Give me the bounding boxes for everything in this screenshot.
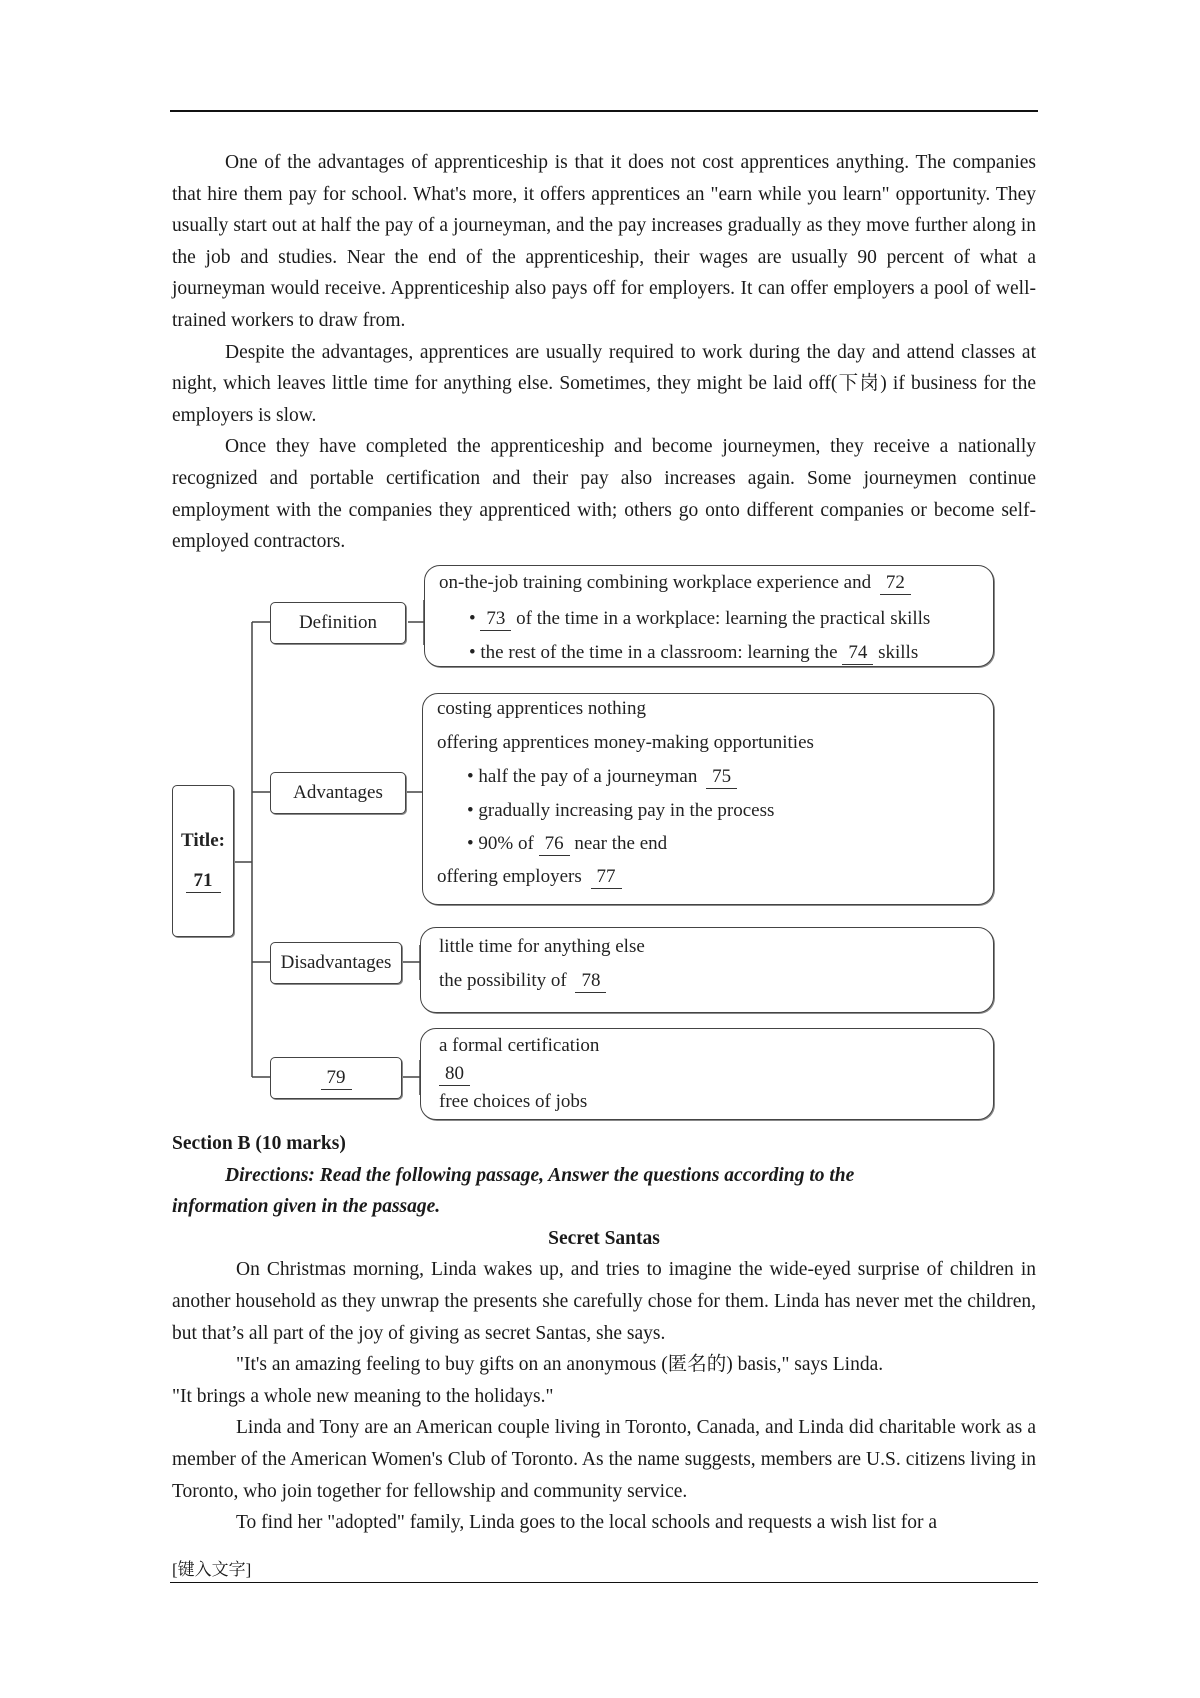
blank-77: 77 <box>591 866 622 889</box>
story-paragraph-3: "It brings a whole new meaning to the holidays." <box>172 1385 554 1407</box>
definition-line-3-tail: skills <box>878 642 919 663</box>
disadvantages-box <box>420 927 994 1013</box>
blank-79-node <box>270 1057 402 1099</box>
section-title: Section B (10 marks) <box>172 1133 346 1154</box>
definition-box <box>424 565 994 667</box>
title-blank-71: 71 <box>186 870 221 893</box>
mind-map-diagram <box>170 555 1000 1125</box>
footer-rule <box>170 1582 1038 1583</box>
story-paragraph-2: "It's an amazing feeling to buy gifts on an anonymous (匿名的) basis," says Linda. <box>236 1354 884 1376</box>
definition-line-3-text: • the rest of the time in a classroom: learning the <box>469 642 838 663</box>
definition-line-2-text: of the time in a workplace: learning the practical skills <box>516 608 931 629</box>
bullet: • <box>469 608 476 629</box>
footer-text: [键入文字] <box>172 1560 252 1579</box>
blank-78: 78 <box>575 970 606 993</box>
advantages-line-1: costing apprentices nothing <box>437 698 646 719</box>
disadvantages-node <box>270 942 402 984</box>
completion-line-3: free choices of jobs <box>439 1091 588 1112</box>
blank-80: 80 <box>439 1063 470 1086</box>
blank-73: 73 <box>480 608 511 631</box>
disadvantages-line-2-text: the possibility of <box>439 970 567 991</box>
paragraph-completion: Once they have completed the apprenticeship and become journeymen, they receive a nationally recognized and portable certification and their pay also increases again. Some journeymen continue employment with the companies they apprenticed with; others go onto different companies or become self-employed contractors. <box>172 436 1036 553</box>
completion-line-1: a formal certification <box>439 1035 600 1056</box>
blank-79: 79 <box>321 1067 352 1090</box>
definition-line-3 <box>469 642 918 665</box>
story-paragraph-5: To find her "adopted" family, Linda goes to the local schools and requests a wish list for a <box>236 1512 938 1534</box>
title-label: Title: <box>181 829 225 851</box>
disadvantages-line-2 <box>439 970 606 993</box>
advantages-line-5 <box>467 833 667 856</box>
advantages-line-3 <box>467 766 737 789</box>
advantages-node <box>270 772 406 814</box>
advantages-label: Advantages <box>293 782 383 803</box>
section-b <box>172 1128 1036 1539</box>
advantages-line-2: offering apprentices money-making opportunities <box>437 732 814 753</box>
title-node <box>172 785 234 937</box>
advantages-box <box>422 693 994 905</box>
blank-76: 76 <box>539 833 570 856</box>
advantages-line-6-text: offering employers <box>437 866 582 887</box>
blank-74: 74 <box>842 642 873 665</box>
completion-line-2 <box>439 1063 470 1086</box>
blank-75: 75 <box>706 766 737 789</box>
paragraph-advantages: One of the advantages of apprenticeship is that it does not cost apprentices anything. The companies that hire them pay for school. What's more, it offers apprentices an "earn while you learn" opportunity. They usually start out at half the pay of a journeyman, and the pay increases gradually as they move further along in the job and studies. Near the end of the apprenticeship, their wages are usually 90 percent of what a journeyman would receive. Apprenticeship also pays off for employers. It can offer employers a pool of well-trained workers to draw from. <box>172 152 1036 331</box>
story-paragraph-1: On Christmas morning, Linda wakes up, and tries to imagine the wide-eyed surprise of children in another household as they unwrap the presents she carefully chose for them. Linda has never met the children, but that’s all part of the joy of giving as secret Santas, she says. <box>172 1259 1036 1344</box>
definition-node <box>270 602 406 644</box>
reading-passage <box>172 147 1036 558</box>
advantages-line-3-text: • half the pay of a journeyman <box>467 766 698 787</box>
definition-label: Definition <box>298 612 378 633</box>
directions-line-1: Directions: Read the following passage, Answer the questions according to the <box>225 1164 855 1186</box>
disadvantages-line-1: little time for anything else <box>439 936 645 957</box>
completion-box <box>420 1028 994 1120</box>
paragraph-disadvantages: Despite the advantages, apprentices are usually required to work during the day and attend classes at night, which leaves little time for anything else. Sometimes, they might be laid off(下岗) if business for the employers is slow. <box>172 341 1036 426</box>
definition-line-2 <box>469 608 930 631</box>
advantages-line-5-tail: near the end <box>574 833 668 854</box>
story-paragraph-4: Linda and Tony are an American couple living in Toronto, Canada, and Linda did charitable work as a member of the American Women's Club of Toronto. As the name suggests, members are U.S. citizens living in Toronto, who join together for fellowship and community service. <box>172 1417 1036 1502</box>
advantages-line-4: • gradually increasing pay in the process <box>467 800 775 821</box>
definition-line-1 <box>439 572 911 595</box>
directions-line-2: information given in the passage. <box>172 1196 441 1218</box>
story-title: Secret Santas <box>548 1227 660 1249</box>
advantages-line-5-text: • 90% of <box>467 833 534 854</box>
blank-72: 72 <box>880 572 911 595</box>
disadvantages-label: Disadvantages <box>280 952 392 973</box>
advantages-line-6 <box>437 866 622 889</box>
header-rule <box>170 110 1038 112</box>
definition-line-1-text: on-the-job training combining workplace experience and <box>439 572 872 593</box>
